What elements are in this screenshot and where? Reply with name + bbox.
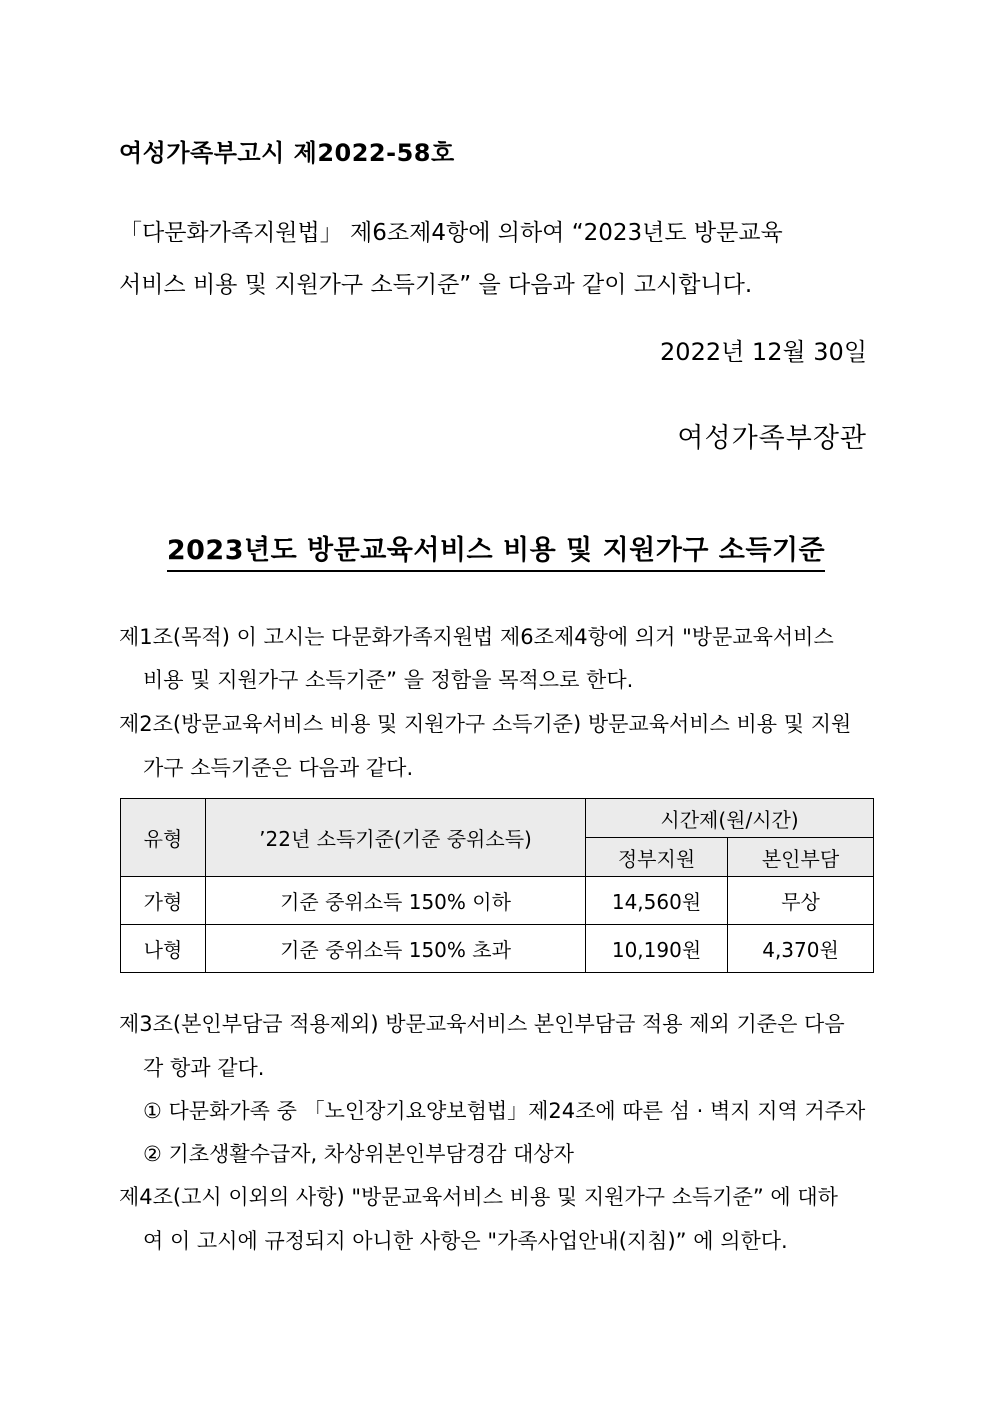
article-4-line-1: 제4조(고시 이외의 사항) "방문교육서비스 비용 및 지원가구 소득기준” 에 대하 <box>119 1185 838 1209</box>
article-3-item-2: ② 기초생활수급자, 차상위본인부담경감 대상자 <box>143 1142 574 1166</box>
table-header-income: ’22년 소득기준(기준 중위소득) <box>206 799 586 877</box>
document-title <box>0 528 992 567</box>
table-row <box>121 877 874 925</box>
row-income: 기준 중위소득 150% 초과 <box>206 925 586 973</box>
article-3-line-1: 제3조(본인부담금 적용제외) 방문교육서비스 본인부담금 적용 제외 기준은 다음 <box>119 1012 845 1036</box>
row-type: 나형 <box>121 925 206 973</box>
intro-line-1: 「다문화가족지원법」 제6조제4항에 의하여 “2023년도 방문교육 <box>119 220 783 246</box>
article-2-line-2: 가구 소득기준은 다음과 같다. <box>143 756 414 780</box>
table-row <box>121 925 874 973</box>
table-header-self-pay: 본인부담 <box>728 838 874 877</box>
issuer-minister: 여성가족부장관 <box>677 423 867 454</box>
article-1-line-2: 비용 및 지원가구 소득기준” 을 정함을 목적으로 한다. <box>143 668 634 692</box>
table-header-type: 유형 <box>121 799 206 877</box>
article-2-line-1: 제2조(방문교육서비스 비용 및 지원가구 소득기준) 방문교육서비스 비용 및 지원 <box>119 712 852 736</box>
table-header-hourly: 시간제(원/시간) <box>586 799 874 838</box>
row-gov: 10,190원 <box>586 925 728 973</box>
article-3-item-1: ① 다문화가족 중 「노인장기요양보험법」제24조에 따른 섬 · 벽지 지역 거주자 <box>143 1099 866 1123</box>
notice-date: 2022년 12월 30일 <box>660 338 867 366</box>
row-self: 4,370원 <box>728 925 874 973</box>
document-title-text: 2023년도 방문교육서비스 비용 및 지원가구 소득기준 <box>167 535 825 572</box>
row-income: 기준 중위소득 150% 이하 <box>206 877 586 925</box>
fee-table <box>120 798 874 973</box>
row-self: 무상 <box>728 877 874 925</box>
article-3-line-2: 각 항과 같다. <box>143 1056 265 1080</box>
notice-number: 여성가족부고시 제2022-58호 <box>119 139 455 167</box>
article-4-line-2: 여 이 고시에 규정되지 아니한 사항은 "가족사업안내(지침)” 에 의한다. <box>143 1229 788 1253</box>
table-header-gov-support: 정부지원 <box>586 838 728 877</box>
row-gov: 14,560원 <box>586 877 728 925</box>
article-1-line-1: 제1조(목적) 이 고시는 다문화가족지원법 제6조제4항에 의거 "방문교육서비스 <box>119 625 834 649</box>
intro-line-2: 서비스 비용 및 지원가구 소득기준” 을 다음과 같이 고시합니다. <box>119 272 753 298</box>
row-type: 가형 <box>121 877 206 925</box>
